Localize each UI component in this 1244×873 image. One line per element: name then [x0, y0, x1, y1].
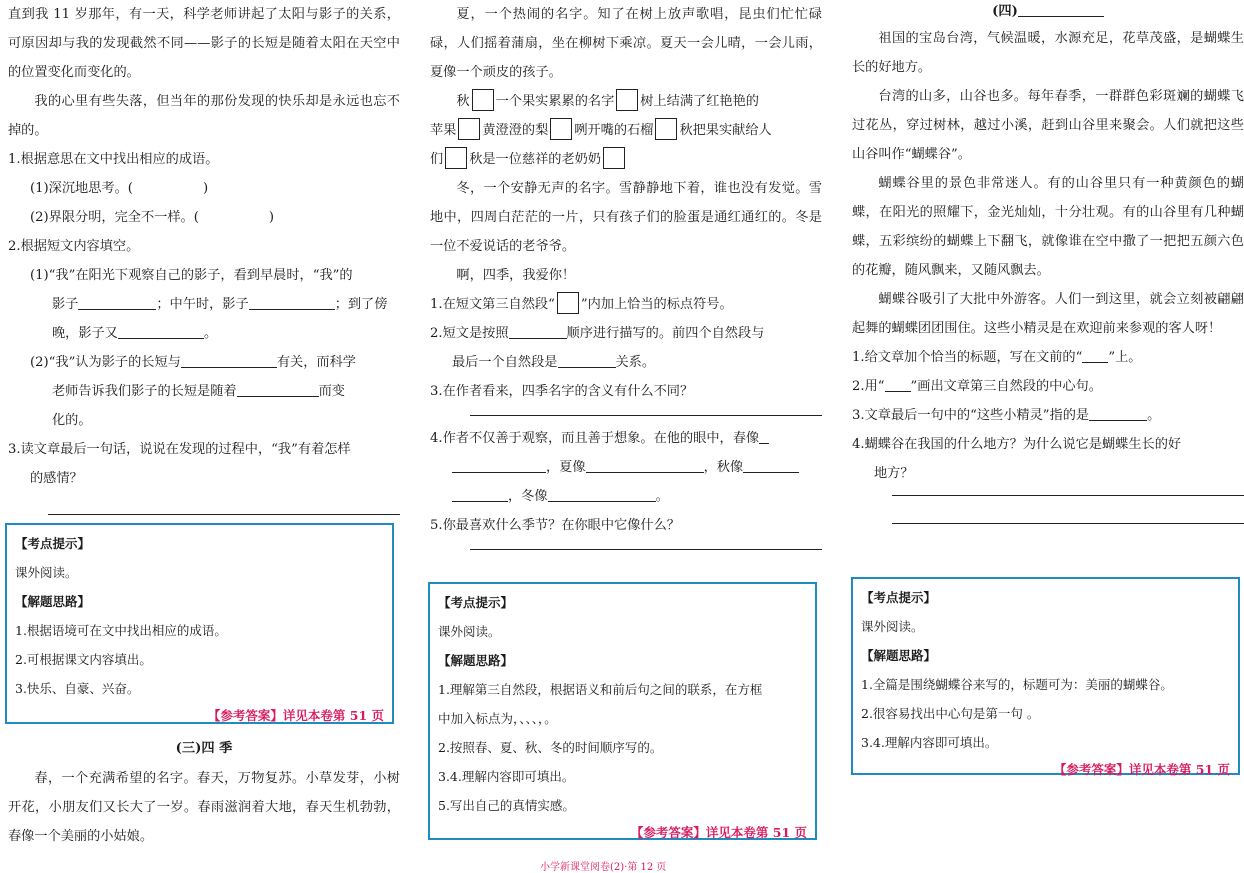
question-1: 1.根据意思在文中找出相应的成语。 — [8, 152, 219, 167]
question-1: 1.在短文第三自然段“ ”内加上恰当的标点符号。 — [430, 290, 822, 319]
answer-line[interactable] — [470, 548, 822, 550]
section-title: (三)四 季 — [175, 741, 233, 756]
answer-line[interactable] — [892, 494, 1244, 496]
fill-blank[interactable] — [118, 324, 204, 339]
question-2b: (2)“我”认为影子的长短与 有关，而科学 — [30, 355, 356, 370]
fill-blank[interactable] — [558, 353, 616, 368]
fill-blank[interactable] — [548, 487, 656, 502]
fill-blank[interactable] — [237, 382, 319, 397]
section-title: (四) — [852, 0, 1244, 24]
question-3: 3.在作者看来，四季名字的含义有什么不同？ — [430, 384, 694, 399]
story-paragraph: 台湾的山多，山谷也多。每年春季，一群群色彩斑斓的蝴蝶飞过花丛，穿过树林，越过小溪，赶到山谷里来聚会。人们就把这些山谷叫作“蝴蝶谷”。 — [852, 89, 1244, 162]
question-5: 5.你最喜欢什么季节？在你眼中它像什么？ — [430, 518, 680, 533]
fill-blank[interactable] — [759, 429, 769, 444]
question-3: 3.读文章最后一句话，说说在发现的过程中，“我”有着怎样 — [8, 442, 351, 457]
fill-blank[interactable] — [249, 295, 335, 310]
answer-reference[interactable]: 【参考答案】详见本卷第 51 页 — [630, 825, 807, 840]
punctuation-box[interactable] — [655, 118, 677, 140]
solution-line: 1.根据语境可在文中找出相应的成语。 — [15, 623, 227, 638]
punctuation-box[interactable] — [616, 89, 638, 111]
question-3: 3.文章最后一句中的“这些小精灵”指的是 。 — [852, 408, 1161, 423]
story-paragraph: 祖国的宝岛台湾，气候温暖，水源充足，花草茂盛，是蝴蝶生长的好地方。 — [852, 31, 1244, 75]
story-paragraph: 夏，一个热闹的名字。知了在树上放声歌唱，昆虫们忙忙碌碌，人们摇着蒲扇，坐在柳树下乘凉。夏天一会儿晴，一会儿雨，夏像一个顽皮的孩子。 — [430, 7, 822, 80]
hint-box: 【考点提示】 课外阅读。 【解题思路】 1.理解第三自然段，根据语义和前后句之间的联系，在方框 中加入标点为，、、、，。 2.按照春、夏、秋、冬的时间顺序写的。 3.4.理解内容即可填出。 5.写出自己的真情实感。 【参考答案】详见本卷第 51 页 — [428, 582, 817, 840]
question-1b: (2)界限分明，完全不一样。( ) — [30, 210, 275, 225]
title-blank[interactable] — [1018, 2, 1104, 17]
solution-line: 中加入标点为，、、、，。 — [438, 711, 557, 726]
fill-blank[interactable] — [452, 458, 546, 473]
story-paragraph: 蝴蝶谷吸引了大批中外游客。人们一到这里，就会立刻被翩翩起舞的蝴蝶团团围住。这些小精灵是在欢迎前来参观的客人呀！ — [852, 292, 1244, 336]
solution-line: 1.理解第三自然段，根据语义和前后句之间的联系，在方框 — [438, 682, 763, 697]
solution-heading: 【解题思路】 — [438, 653, 514, 668]
solution-line: 2.按照春、夏、秋、冬的时间顺序写的。 — [438, 740, 663, 755]
column-right: (四) 祖国的宝岛台湾，气候温暖，水源充足，花草茂盛，是蝴蝶生长的好地方。 台湾的山多，山谷也多。每年春季，一群群色彩斑斓的蝴蝶飞过花丛，穿过树林，越过小溪，赶到山谷里来聚会。人们就把这些山谷叫作“蝴蝶谷”。 蝴蝶谷里的景色非常迷人。有的山谷里只有一种黄颜色的蝴蝶，在阳光的照耀下，金光灿灿，十分壮观。有的山谷里有几种蝴蝶，五彩缤纷的蝴蝶上下翻飞，就像谁在空中撒了一把把五颜六色的花瓣，随风飘来，又随风飘去。 蝴蝶谷吸引了大批中外游客。人们一到这里，就会立刻被翩翩起舞的蝴蝶团团围住。这些小精灵是在欢迎前来参观的客人呀！ 1.给文章加个恰当的标题，写在文前的“ ”上。 2.用“ ”画出文章第三自然段的中心句。 3.文章最后一句中的“这些小精灵”指的是 。 4.蝴蝶谷在我国的什么地方？为什么说它是蝴蝶生长的好 地方？ — [852, 0, 1244, 524]
section-3 — [8, 734, 400, 851]
story-paragraph: 我的心里有些失落，但当年的那份发现的快乐却是永远也忘不掉的。 — [8, 94, 400, 138]
solution-line: 3.4.理解内容即可填出。 — [438, 769, 575, 784]
column-left: 直到我 11 岁那年，有一天，科学老师讲起了太阳与影子的关系，可原因却与我的发现截然不同——影子的长短是随着太阳在天空中的位置变化而变化的。 我的心里有些失落，但当年的那份发现的快乐却是永远也忘不掉的。 1.根据意思在文中找出相应的成语。 (1)深沉地思考。( ) (2)界限分明，完全不一样。( ) 2.根据短文内容填空。 (1)“我”在阳光下观察自己的影子，看到早晨时，“我”的 影子 ；中午时，影子 ；到了傍 晚，影子又 。 (2)“我”认为影子的长短与 有关，而科学 老师告诉我们影子的长短是随着 而变 化的。 3.读文章最后一句话，说说在发现的过程中，“我”有着怎样 的感情？ — [8, 0, 400, 515]
hint-heading: 【考点提示】 — [438, 595, 514, 610]
fill-blank[interactable] — [1082, 348, 1108, 363]
question-2: 2.根据短文内容填空。 — [8, 239, 140, 254]
question-2a: (1)“我”在阳光下观察自己的影子，看到早晨时，“我”的 — [30, 268, 353, 283]
fill-blank[interactable] — [1089, 406, 1147, 421]
page-footer: 小学新课堂阅卷(2)·第 12 页 — [540, 862, 667, 873]
answer-line[interactable] — [48, 513, 400, 515]
hint-heading: 【考点提示】 — [15, 536, 91, 551]
fill-blank[interactable] — [78, 295, 156, 310]
solution-line: 2.很容易找出中心句是第一句 。 — [861, 706, 1040, 721]
fill-blank[interactable] — [452, 487, 508, 502]
solution-line: 3.4.理解内容即可填出。 — [861, 735, 998, 750]
hint-heading: 【考点提示】 — [861, 590, 937, 605]
hint-box: 【考点提示】 课外阅读。 【解题思路】 1.全篇是围绕蝴蝶谷来写的，标题可为：美丽的蝴蝶谷。 2.很容易找出中心句是第一句 。 3.4.理解内容即可填出。 【参考答案】详见本卷第 51 页 — [851, 577, 1240, 775]
solution-heading: 【解题思路】 — [861, 648, 937, 663]
punctuation-box[interactable] — [458, 118, 480, 140]
solution-line: 1.全篇是围绕蝴蝶谷来写的，标题可为：美丽的蝴蝶谷。 — [861, 677, 1173, 692]
question-4: 4.蝴蝶谷在我国的什么地方？为什么说它是蝴蝶生长的好 — [852, 437, 1182, 452]
solution-line: 5.写出自己的真情实感。 — [438, 798, 575, 813]
story-paragraph-autumn: 秋 一个果实累累的名字 树上结满了红艳艳的 — [430, 87, 822, 116]
answer-reference[interactable]: 【参考答案】详见本卷第 51 页 — [207, 708, 384, 723]
solution-line: 2.可根据课文内容填出。 — [15, 652, 152, 667]
question-1: 1.给文章加个恰当的标题，写在文前的“ ”上。 — [852, 350, 1142, 365]
answer-reference[interactable]: 【参考答案】详见本卷第 51 页 — [1053, 762, 1230, 777]
question-2: 2.短文是按照 顺序进行描写的。前四个自然段与 — [430, 326, 765, 341]
fill-blank[interactable] — [743, 458, 799, 473]
answer-line[interactable] — [892, 522, 1244, 524]
question-1a: (1)深沉地思考。( ) — [30, 181, 209, 196]
story-paragraph: 直到我 11 岁那年，有一天，科学老师讲起了太阳与影子的关系，可原因却与我的发现截然不同——影子的长短是随着太阳在天空中的位置变化而变化的。 — [8, 7, 400, 80]
column-middle: 夏，一个热闹的名字。知了在树上放声歌唱，昆虫们忙忙碌碌，人们摇着蒲扇，坐在柳树下乘凉。夏天一会儿晴，一会儿雨，夏像一个顽皮的孩子。 秋 一个果实累累的名字 树上结满了红艳艳的 苹果 黄澄澄的梨 咧开嘴的石榴 秋把果实献给人 们 秋是一位慈祥的老奶奶 冬，一个安静无声的名字。雪静静地下着，谁也没有发觉。雪地中，四周白茫茫的一片，只有孩子们的脸蛋是通红通红的。冬是一位不爱说话的老爷爷。 啊，四季，我爱你！ 1.在短文第三自然段“ ”内加上恰当的标点符号。 2.短文是按照 顺序进行描写的。前四个自然段与 最后一个自然段是 关系。 3.在作者看来，四季名字的含义有什么不同？ 4.作者不仅善于观察，而且善于想象。在他的眼中，春像 ，夏像 ，秋像 ，冬像 。 5.你最喜欢什么季节？在你眼中它像什么？ — [430, 0, 822, 550]
story-paragraph: 蝴蝶谷里的景色非常迷人。有的山谷里只有一种黄颜色的蝴蝶，在阳光的照耀下，金光灿灿，十分壮观。有的山谷里有几种蝴蝶，五彩缤纷的蝴蝶上下翻飞，就像谁在空中撒了一把把五颜六色的花瓣，随风飘来，又随风飘去。 — [852, 176, 1244, 278]
fill-blank[interactable] — [181, 353, 277, 368]
punctuation-box[interactable] — [550, 118, 572, 140]
punctuation-box[interactable] — [557, 292, 579, 314]
punctuation-box[interactable] — [603, 147, 625, 169]
hint-box: 【考点提示】 课外阅读。 【解题思路】 1.根据语境可在文中找出相应的成语。 2.可根据课文内容填出。 3.快乐、自豪、兴奋。 【参考答案】详见本卷第 51 页 — [5, 523, 394, 724]
answer-line[interactable] — [470, 414, 822, 416]
fill-blank[interactable] — [885, 377, 911, 392]
punctuation-box[interactable] — [472, 89, 494, 111]
question-2: 2.用“ ”画出文章第三自然段的中心句。 — [852, 379, 1102, 394]
punctuation-box[interactable] — [445, 147, 467, 169]
solution-line: 3.快乐、自豪、兴奋。 — [15, 681, 140, 696]
fill-blank[interactable] — [586, 458, 704, 473]
question-4: 4.作者不仅善于观察，而且善于想象。在他的眼中，春像 — [430, 424, 822, 453]
story-paragraph: 冬，一个安静无声的名字。雪静静地下着，谁也没有发觉。雪地中，四周白茫茫的一片，只有孩子们的脸蛋是通红通红的。冬是一位不爱说话的老爷爷。 — [430, 181, 822, 254]
fill-blank[interactable] — [509, 324, 567, 339]
story-paragraph: 春，一个充满希望的名字。春天，万物复苏。小草发芽，小树开花，小朋友们又长大了一岁。春雨滋润着大地，春天生机勃勃，春像一个美丽的小姑娘。 — [8, 771, 400, 844]
solution-heading: 【解题思路】 — [15, 594, 91, 609]
